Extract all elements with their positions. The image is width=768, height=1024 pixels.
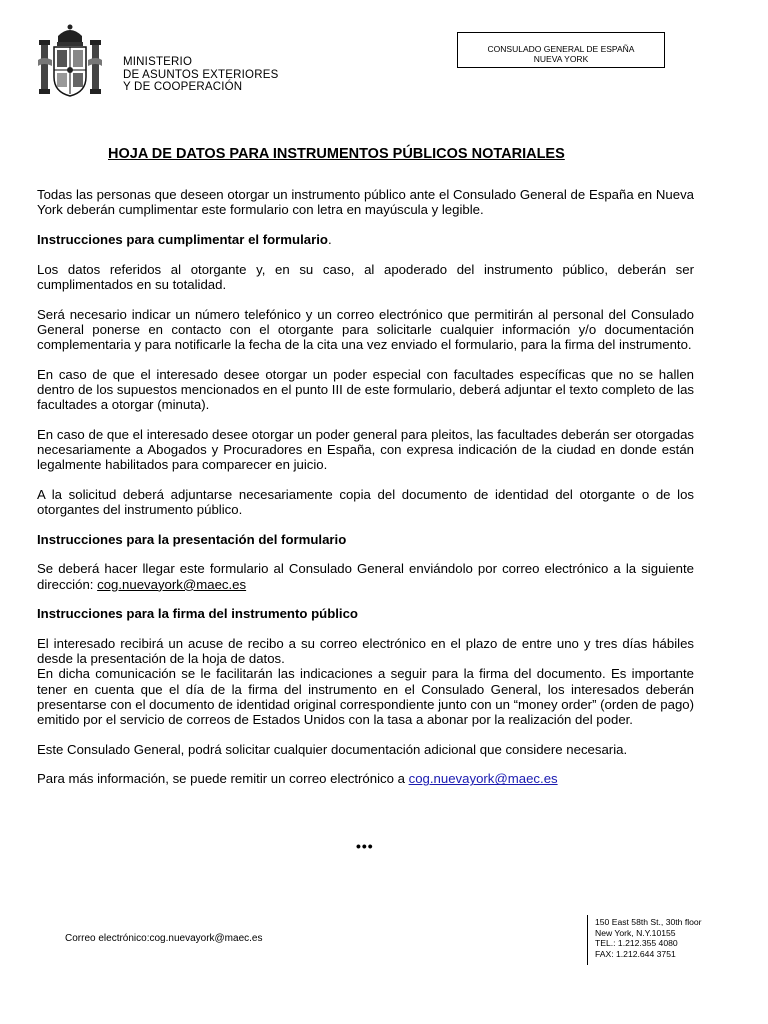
footer-email: Correo electrónico:cog.nuevayork@maec.es	[65, 933, 263, 944]
section3-paragraph-3: Este Consulado General, podrá solicitar cualquier documentación adicional que considere necesaria.	[37, 741, 628, 757]
section2-email-link[interactable]: cog.nuevayork@maec.es	[97, 576, 247, 592]
ministry-line-2: DE ASUNTOS EXTERIORES	[123, 68, 279, 81]
footer-divider	[587, 915, 588, 965]
intro-paragraph: Todas las personas que deseen otorgar un instrumento público ante el Consulado General de España en Nueva York deberán cumplimentar este formulario con letra en mayúscula y legible.	[37, 187, 694, 218]
section1-heading: Instrucciones para cumplimentar el formulario	[37, 231, 328, 247]
ministry-line-3: Y DE COOPERACIÓN	[123, 81, 243, 93]
section1-paragraph: Los datos referidos al otorgante y, en su caso, al apoderado del instrumento público, deberán ser cumplimentados en su totalidad.	[37, 261, 694, 292]
section3-heading: Instrucciones para la firma del instrumento público	[37, 606, 358, 622]
section1-paragraph: En caso de que el interesado desee otorgar un poder general para pleitos, las facultades deberán ser otorgadas necesariamente a Abogados y Procuradores en España, con expresa indicación de la ciudad en donde están legalmente habilitados para comparecer en juicio.	[37, 426, 694, 473]
section1-heading-line	[37, 232, 694, 247]
section2-heading: Instrucciones para la presentación del formulario	[37, 531, 347, 547]
consulate-line-2: NUEVA YORK	[533, 54, 589, 64]
coat-of-arms-logo	[38, 22, 102, 100]
section3-paragraph-1: El interesado recibirá un acuse de recibo a su correo electrónico en el plazo de entre uno y tres días hábiles desde la presentación de la hoja de datos.	[37, 636, 694, 667]
section3-email-link[interactable]: cog.nuevayork@maec.es	[408, 771, 558, 787]
document-body	[37, 187, 694, 801]
section3-text: Para más información, se puede remitir un correo electrónico a	[37, 771, 409, 787]
section2-text: Se deberá hacer llegar este formulario al Consulado General enviándolo por correo electrónico a la siguiente dirección:	[37, 561, 694, 592]
section1-paragraph: A la solicitud deberá adjuntarse necesariamente copia del documento de identidad del otorgante o de los otorgantes del instrumento público.	[37, 486, 694, 518]
section1-paragraph: En caso de que el interesado desee otorgar un poder especial con facultades específicas que no se hallen dentro de los supuestos mencionados en el punto III de este formulario, deberá adjuntar el texto completo de las facultades a otorgar (minuta).	[37, 366, 694, 413]
ministry-line-1: MINISTERIO	[123, 56, 193, 68]
ellipsis-separator: •••	[356, 838, 374, 854]
consulate-box	[457, 32, 665, 68]
section2-paragraph	[37, 561, 694, 591]
consulate-line-1: CONSULADO GENERAL DE ESPAÑA	[487, 44, 635, 54]
footer-address-line: 150 East 58th St., 30th floor	[595, 917, 702, 927]
section3-paragraph-2: En dicha comunicación se le facilitarán las indicaciones a seguir para la firma del documento. Es importante tener en cuenta que el día de la firma del instrumento en el Consulado General, los interesados deberán presentarse con el documento de identidad original correspondiente junto con un “money order” (orden de pago) emitido por el servicio de correos de Estados Unidos con la tasa a abonar por la realización del poder.	[37, 666, 694, 728]
section1-heading-suffix: .	[327, 231, 332, 247]
footer-fax: FAX: 1.212.644 3751	[595, 948, 676, 959]
document-title: HOJA DE DATOS PARA INSTRUMENTOS PÚBLICOS NOTARIALES	[108, 146, 565, 162]
section1-paragraph: Será necesario indicar un número telefónico y un correo electrónico que permitirán al personal del Consulado General ponerse en contacto con el otorgante para solicitarle cualquier información y/o documentación complementaria y para notificarle la fecha de la cita una vez enviado el formulario, para la firma del instrumento.	[37, 306, 694, 352]
section3-paragraph-4	[37, 771, 694, 786]
footer-address	[595, 917, 702, 959]
footer-phone: TEL.: 1.212.355 4080	[595, 938, 678, 949]
footer-address-line: New York, N.Y.10155	[595, 927, 676, 938]
ministry-name	[123, 56, 278, 94]
